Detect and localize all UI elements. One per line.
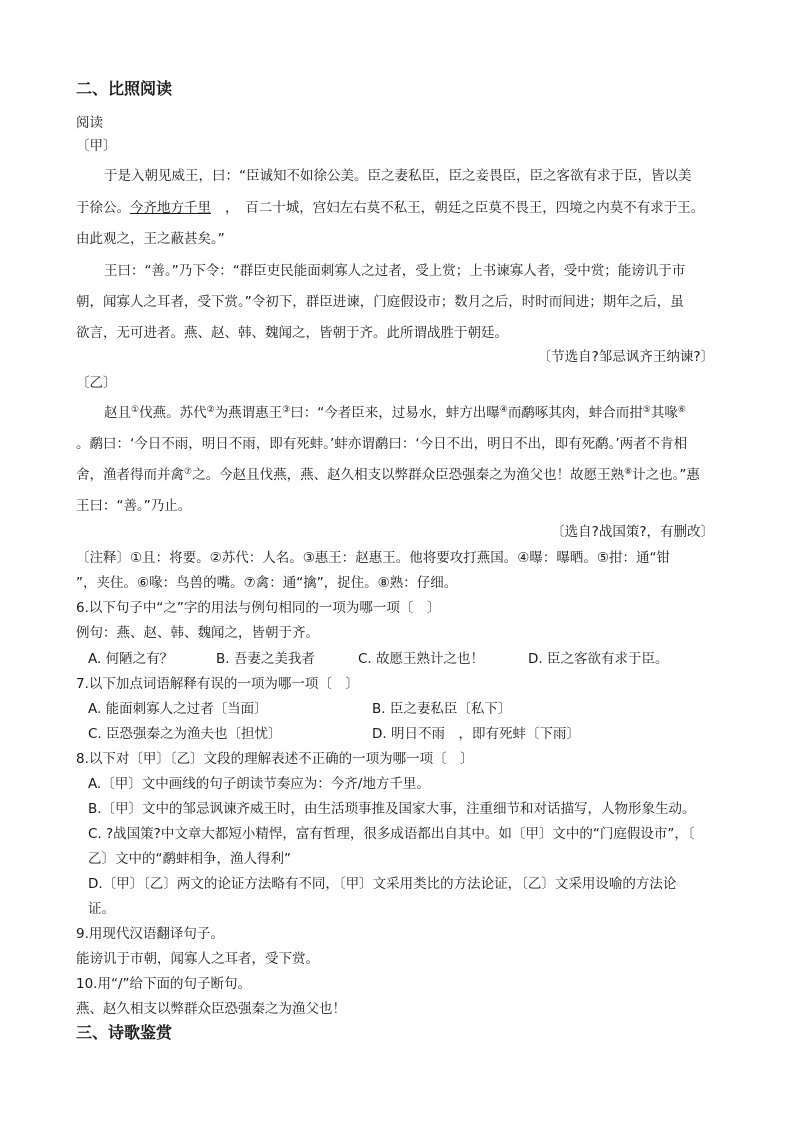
note-marker: ② <box>206 405 215 415</box>
passage-yi-line <box>104 404 686 422</box>
passage-jia-line: 朝，闻寡人之耳者，受下赏。”令初下，群臣进谏，门庭假设市；数月之后，时时而间进；期年之后，虽 <box>76 294 684 310</box>
passage-jia-line: 由此观之，王之蔽甚矣。” <box>76 231 225 247</box>
text-span: 计之也。”惠 <box>632 467 700 483</box>
option-c[interactable]: C. 臣恐强秦之为渔夫也〔担忧〕 <box>88 726 282 742</box>
question-10-sentence: 燕、赵久相支以弊群众臣恐强秦之为渔父也！ <box>76 1001 346 1017</box>
text-span: 之。今赵且伐燕，燕、赵久相支以弊群众臣恐强秦之为渔父也！故愿王熟 <box>192 467 625 483</box>
option-a[interactable]: A. 能面刺寡人之过者〔当面〕 <box>88 701 268 717</box>
text-span: 舍，渔者得而并禽 <box>76 467 184 483</box>
question-7: 7.以下加点词语解释有误的一项为哪一项〔 〕 <box>76 676 359 692</box>
question-10: 10.用“/”给下面的句子断句。 <box>76 976 252 992</box>
question-8-option-d[interactable]: D.〔甲〕〔乙〕两文的论证方法略有不同，〔甲〕文采用类比的方法论证，〔乙〕文采用设喻的方法论 <box>88 876 677 892</box>
text-span: 伐燕。苏代 <box>139 405 207 421</box>
text-span: ， 百二十城，宫妇左右莫不私王，朝廷之臣莫不畏王，四境之内莫不有求于王。 <box>225 200 705 216</box>
question-8-option-b[interactable]: B.〔甲〕文中的邹忌讽谏齐威王时，由生活琐事推及国家大事，注重细节和对话描写，人物形象生动。 <box>88 801 696 817</box>
question-6: 6.以下句子中“之”字的用法与例句相同的一项为哪一项〔 〕 <box>76 600 441 616</box>
read-label: 阅读 <box>76 115 103 131</box>
text-span: 于徐公。 <box>76 200 130 216</box>
section-heading-poetry-appreciation: 三、诗歌鉴赏 <box>76 1023 173 1042</box>
question-9: 9.用现代汉语翻译句子。 <box>76 926 224 942</box>
section-heading-comparative-reading: 二、比照阅读 <box>76 79 173 98</box>
option-d[interactable]: D. 臣之客欲有求于臣。 <box>528 651 669 667</box>
option-a[interactable]: A. 何陋之有？ <box>88 651 174 667</box>
text-span: 而鹬啄其肉，蚌合而拑 <box>507 405 643 421</box>
underlined-sentence: 今齐地方千里 <box>130 200 211 216</box>
note-marker: ⑤ <box>642 405 651 415</box>
note-marker: ④ <box>499 405 508 415</box>
question-9-sentence: 能谤讥于市朝，闻寡人之耳者，受下赏。 <box>76 951 319 967</box>
question-6-options <box>88 650 668 668</box>
passage-yi-line: 王曰：“善。”乃止。 <box>76 498 192 514</box>
passage-yi-source: 〔选自?战国策?，有删改〕 <box>551 524 714 540</box>
passage-jia-line: 欲言，无可进者。燕、赵、韩、魏闻之，皆朝于齐。此所谓战胜于朝廷。 <box>76 325 508 341</box>
question-8-option-c[interactable]: C. ?战国策?中文章大都短小精悍，富有哲理，很多成语都出自其中。如〔甲〕文中的“门庭假设市”，〔 <box>88 826 695 842</box>
question-8-option-c-cont: 乙〕文中的“鹬蚌相争，渔人得利” <box>88 851 291 867</box>
passage-jia-line: 王曰：“善。”乃下令：“群臣吏民能面刺寡人之过者，受上赏；上书谏寡人者，受中赏；能谤讥于市 <box>104 263 686 279</box>
passage-jia-line: 于是入朝见威王，曰：“臣诚知不如徐公美。臣之妻私臣，臣之妾畏臣，臣之客欲有求于臣，皆以美 <box>104 168 692 184</box>
option-b[interactable]: B. 臣之妻私臣〔私下〕 <box>372 701 512 717</box>
option-d[interactable]: D. 明日不雨 ，即有死蚌〔下雨〕 <box>372 726 580 742</box>
text-span: 为燕谓惠王 <box>214 405 283 421</box>
question-7-options-row2 <box>88 725 580 743</box>
note-marker: ⑥ <box>677 405 686 415</box>
annotation-line: 〔注释〕①且：将要。②苏代：人名。③惠王：赵惠王。他将要攻打燕国。④曝：曝晒。⑤拑：通“钳 <box>76 550 671 566</box>
note-marker: ⑦ <box>184 467 193 477</box>
question-8: 8.以下对〔甲〕〔乙〕文段的理解表述不正确的一项为哪一项〔 〕 <box>76 751 474 767</box>
annotation-line: ”，夹住。⑥喙：鸟兽的嘴。⑦禽：通“擒”，捉住。⑧熟：仔细。 <box>76 575 458 591</box>
text-span: 其喙 <box>650 405 678 421</box>
passage-yi-line <box>76 466 700 484</box>
passage-jia-label: 〔甲〕 <box>76 138 117 154</box>
note-marker: ① <box>131 405 140 415</box>
question-6-example: 例句：燕、赵、韩、魏闻之，皆朝于齐。 <box>76 625 319 641</box>
passage-yi-line: 。鹬曰：‘今日不雨，明日不雨，即有死蚌。’蚌亦谓鹬曰：‘今日不出，明日不出，即有死鹬。’两者不肯相 <box>76 436 688 452</box>
text-span: 曰：“今者臣来，过易水，蚌方出曝 <box>290 405 500 421</box>
question-8-option-d-cont: 证。 <box>88 901 115 917</box>
passage-jia-line <box>76 199 704 217</box>
option-b[interactable]: B. 吾妻之美我者 <box>216 651 315 667</box>
question-7-options-row1 <box>88 700 511 718</box>
passage-yi-label: 〔乙〕 <box>76 375 117 391</box>
question-8-option-a[interactable]: A.〔甲〕文中画线的句子朗读节奏应为：今齐/地方千里。 <box>88 776 430 792</box>
note-marker: ⑧ <box>624 467 633 477</box>
note-marker: ③ <box>282 405 291 415</box>
passage-jia-source: 〔节选自?邹忌讽齐王纳谏?〕 <box>537 349 714 365</box>
text-span: 赵且 <box>104 405 131 421</box>
option-c[interactable]: C. 故愿王熟计之也！ <box>358 651 485 667</box>
